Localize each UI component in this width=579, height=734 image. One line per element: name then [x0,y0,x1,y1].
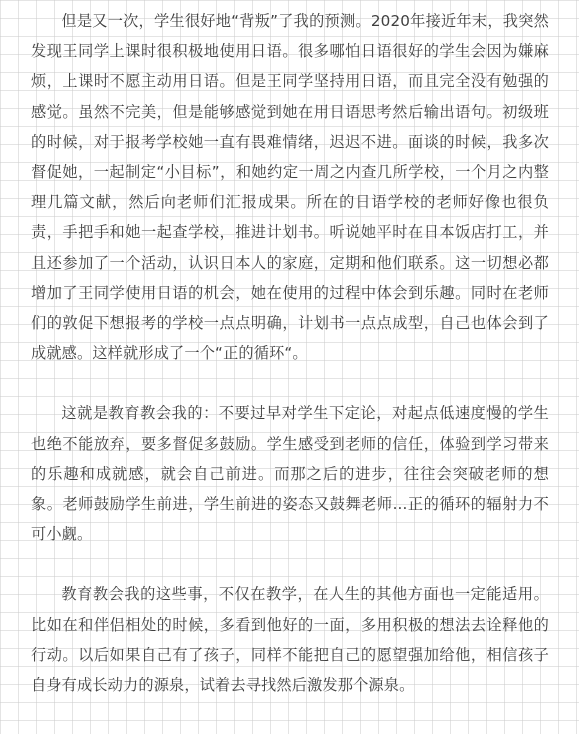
paragraph-prediction-betrayed: 但是又一次，学生很好地“背叛”了我的预测。2020年接近年末，我突然发现王同学上课时很积极地使用日语。很多哪怕日语很好的学生会因为嫌麻烦，上课时不愿主动用日语。但是王同学坚持用日语，而且完全没有勉强的感觉。虽然不完美，但是能够感觉到她在用日语思考然后输出语句。初级班的时候，对于报考学校她一直有畏难情绪，迟迟不进。面谈的时候，我多次督促她，一起制定“小目标”，和她约定一周之内查几所学校，一个月之内整理几篇文献，然后向老师们汇报成果。所在的日语学校的老师好像也很负责，手把手和她一起查学校，推进计划书。听说她平时在日本饭店打工，并且还参加了一个活动，认识日本人的家庭，定期和他们联系。这一切想必都增加了王同学使用日语的机会，她在使用的过程中体会到乐趣。同时在老师们的敦促下想报考的学校一点点明确，计划书一点点成型，自己也体会到了成就感。这样就形成了一个“正的循环“。 [31,12,549,363]
paragraph-education-lesson: 这就是教育教会我的：不要过早对学生下定论，对起点低速度慢的学生也绝不能放弃，要多督促多鼓励。学生感受到老师的信任，体验到学习带来的乐趣和成就感，就会自己前进。而那之后的进步，往往会突破老师的想象。老师鼓励学生前进，学生前进的姿态又鼓舞老师...正的循环的辐射力不可小觑。 [31,404,549,544]
paragraph-life-lesson: 教育教会我的这些事，不仅在教学，在人生的其他方面也一定能适用。比如在和伴侣相处的时候，多看到他好的一面，多用积极的想法去诠释他的行动。以后如果自己有了孩子，同样不能把自己的愿望强加给他，相信孩子自身有成长动力的源泉，试着去寻找然后激发那个源泉。 [31,585,549,695]
